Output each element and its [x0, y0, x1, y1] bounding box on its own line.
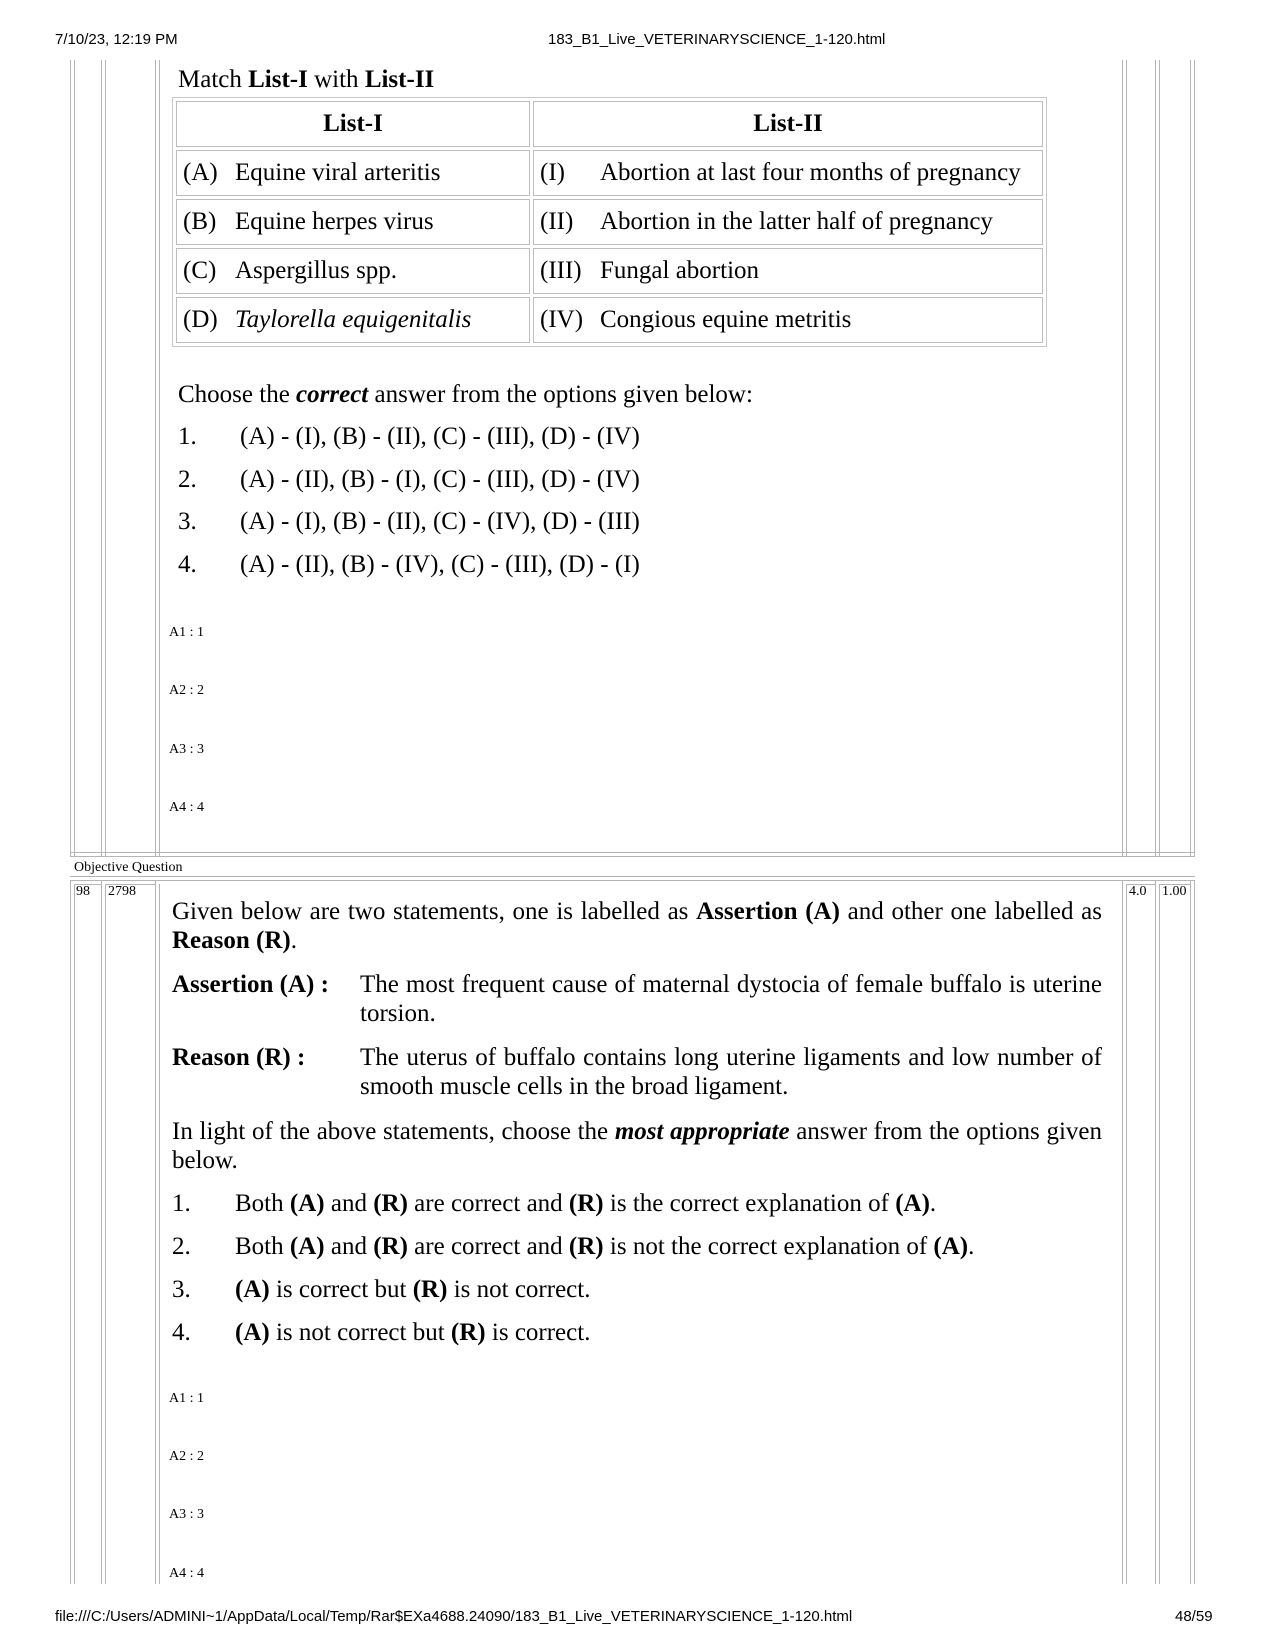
reason-label: Reason (R) :: [172, 1044, 306, 1071]
print-file-path: file:///C:/Users/ADMINI~1/AppData/Local/Temp/Rar$EXa4688.24090/183_B1_Live_VETERINARYSCIENCE_1-120.html: [55, 1608, 853, 1625]
assertion-label: Assertion (A) :: [172, 971, 329, 998]
match-row: (A) Equine viral arteritis (I) Abortion at last four months of pregnancy: [176, 150, 1043, 196]
match-col-header-list2: List-II: [533, 101, 1043, 147]
question-negative-marks: 1.00: [1162, 884, 1187, 899]
answer-key-a2: A2 : 2: [169, 683, 204, 698]
answer-key-a2: A2 : 2: [169, 1449, 204, 1464]
answer-key-a3: A3 : 3: [169, 1507, 204, 1522]
answer-key-a1: A1 : 1: [169, 1391, 204, 1406]
section-label: Objective Question: [74, 860, 183, 875]
question-serial: 98: [76, 884, 90, 899]
match-row: (D) Taylorella equigenitalis (IV) Congious equine metritis: [176, 297, 1043, 343]
print-timestamp: 7/10/23, 12:19 PM: [55, 31, 178, 48]
answer-key-a4: A4 : 4: [169, 1566, 204, 1581]
answer-key-a3: A3 : 3: [169, 742, 204, 757]
match-table: [172, 97, 1047, 347]
light-instruction: In light of the above statements, choose the most appropriate answer from the options given below.: [172, 1118, 1102, 1174]
answer-key-a1: A1 : 1: [169, 625, 204, 640]
choose-instruction: Choose the correct answer from the options given below:: [178, 381, 753, 408]
match-row: (B) Equine herpes virus (II) Abortion in the latter half of pregnancy: [176, 199, 1043, 245]
print-doc-title: 183_B1_Live_VETERINARYSCIENCE_1-120.html: [548, 31, 886, 48]
assertion-reason-intro: Given below are two statements, one is labelled as Assertion (A) and other one labelled as Reason (R).: [172, 898, 1102, 954]
match-question-prompt: Match List-I with List-II: [178, 66, 435, 93]
assertion-text: The most frequent cause of maternal dystocia of female buffalo is uterine torsion.: [360, 971, 1102, 1027]
question-id: 2798: [108, 884, 136, 899]
print-page-number: 48/59: [1175, 1608, 1213, 1625]
reason-text: The uterus of buffalo contains long uterine ligaments and low number of smooth muscle cells in the broad ligament.: [360, 1044, 1102, 1100]
answer-key-a4: A4 : 4: [169, 800, 204, 815]
match-row: (C) Aspergillus spp. (III) Fungal abortion: [176, 248, 1043, 294]
match-col-header-list1: List-I: [176, 101, 530, 147]
question-marks: 4.0: [1129, 884, 1147, 899]
